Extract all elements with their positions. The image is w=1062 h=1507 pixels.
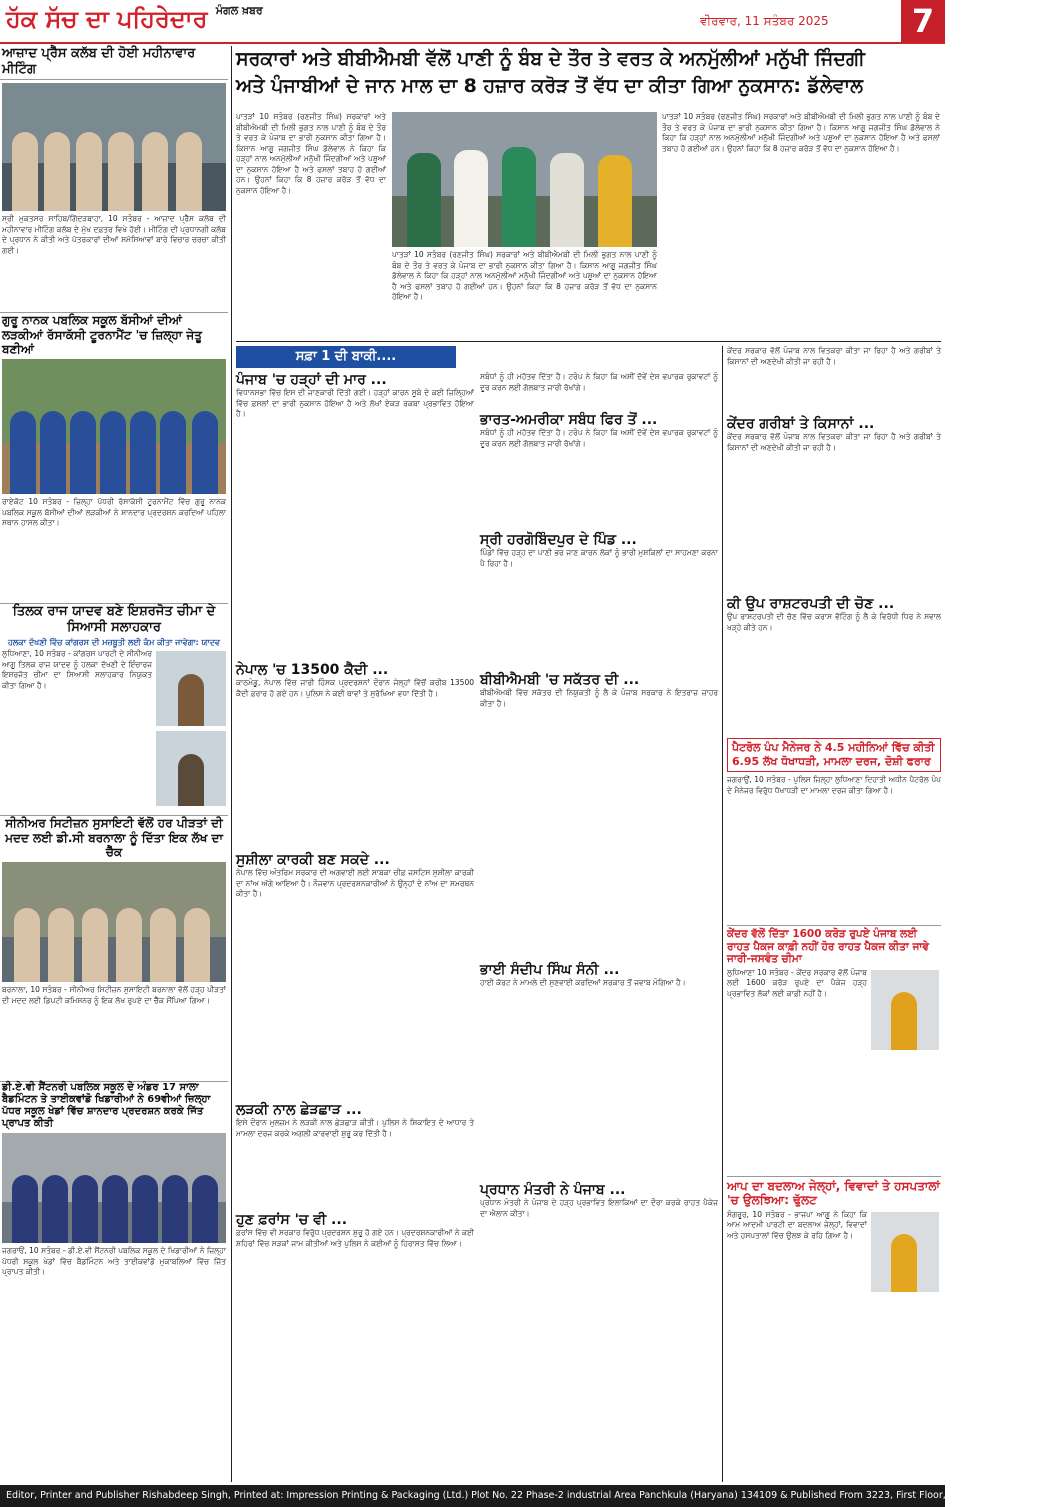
- rc-story1-headline: ਪੈਟਰੋਲ ਪੰਪ ਮੈਨੇਜਰ ਨੇ 4.5 ਮਹੀਨਿਆਂ ਵਿੱਚ ਕੀਤੀ 6.95 ਲੱਖ ਧੋਖਾਧੜੀ, ਮਾਮਲਾ ਦਰਜ, ਦੋਸ਼ੀ ਫਰਾਰ: [727, 738, 941, 772]
- cr-sec2-body: ਪਿੰਡਾਂ ਵਿੱਚ ਹੜ੍ਹ ਦਾ ਪਾਣੀ ਭਰ ਜਾਣ ਕਾਰਨ ਲੋਕਾਂ ਨੂੰ ਭਾਰੀ ਮੁਸ਼ਕਿਲਾਂ ਦਾ ਸਾਹਮਣਾ ਕਰਨਾ ਪੈ ਰਿਹਾ ਹੈ।: [480, 548, 718, 568]
- story5-body: ਜਗਰਾਓਂ, 10 ਸਤੰਬਰ - ਡੀ.ਏ.ਵੀ ਸੈਂਟਨਰੀ ਪਬਲਿਕ ਸਕੂਲ ਦੇ ਖਿਡਾਰੀਆਂ ਨੇ ਜ਼ਿਲ੍ਹਾ ਪੱਧਰੀ ਸਕੂਲ ਖੇਡਾਂ ਵਿੱਚ ਬੈਡਮਿੰਟਨ ਅਤੇ ਤਾਈਕਵਾਂਡੋ ਮੁਕਾਬਲਿਆਂ ਵਿੱਚ ਜਿੱਤ ਪ੍ਰਾਪਤ ਕੀਤੀ।: [2, 1246, 226, 1277]
- mid-sec3-title: ਸੁਸ਼ੀਲਾ ਕਾਰਕੀ ਬਣ ਸਕਦੇ ...: [236, 852, 390, 868]
- page-number: 7: [901, 0, 945, 42]
- cr-sec4-body: ਹਾਈ ਕੋਰਟ ਨੇ ਮਾਮਲੇ ਦੀ ਸੁਣਵਾਈ ਕਰਦਿਆਂ ਸਰਕਾਰ ਤੋਂ ਜਵਾਬ ਮੰਗਿਆ ਹੈ।: [480, 978, 686, 987]
- lead-body-cont-right: ਪਾਤੜਾਂ 10 ਸਤੰਬਰ (ਰਣਜੀਤ ਸਿੰਘ) ਸਰਕਾਰਾਂ ਅਤੇ ਬੀਬੀਐਮਬੀ ਦੀ ਮਿਲੀ ਭੁਗਤ ਨਾਲ ਪਾਣੀ ਨੂੰ ਬੰਬ ਦੇ ਤੌਰ ਤੇ ਵਰਤ ਕੇ ਪੰਜਾਬ ਦਾ ਭਾਰੀ ਨੁਕਸਾਨ ਕੀਤਾ ਗਿਆ ਹੈ। ਕਿਸਾਨ ਆਗੂ ਜਗਜੀਤ ਸਿੰਘ ਡੱਲੇਵਾਲ ਨੇ ਕਿਹਾ ਕਿ ਹੜ੍ਹਾਂ ਨਾਲ ਅਨਮੁੱਲੀਆਂ ਮਨੁੱਖੀ ਜਿੰਦਗੀਆਂ ਅਤੇ ਪਸ਼ੂਆਂ ਦਾ ਨੁਕਸਾਨ ਹੋਇਆ ਹੈ ਅਤੇ ਫਸਲਾਂ ਤਬਾਹ ਹੋ ਗਈਆਂ ਹਨ। ਉਹਨਾਂ ਕਿਹਾ ਕਿ 8 ਹਜ਼ਾਰ ਕਰੋੜ ਤੋਂ ਵੱਧ ਦਾ ਨੁਕਸਾਨ ਹੋਇਆ ਹੈ।: [662, 112, 940, 153]
- lead-photo-farmers: [392, 112, 657, 247]
- story3-block: [0, 649, 228, 809]
- mid-sec2-body: ਕਾਠਮੰਡੂ, ਨੇਪਾਲ ਵਿੱਚ ਜਾਰੀ ਹਿੰਸਕ ਪ੍ਰਦਰਸ਼ਨਾਂ ਦੌਰਾਨ ਜੇਲ੍ਹਾਂ ਵਿੱਚੋਂ ਕਰੀਬ 13500 ਕੈਦੀ ਫ਼ਰਾਰ ਹੋ ਗਏ ਹਨ। ਪੁਲਿਸ ਨੇ ਕਈ ਥਾਵਾਂ ਤੇ ਸੁਰੱਖਿਆ ਵਧਾ ਦਿੱਤੀ ਹੈ।: [236, 678, 474, 698]
- story1-body: ਸ੍ਰੀ ਮੁਕਤਸਰ ਸਾਹਿਬ/ਗਿੱਦੜਬਾਹਾ, 10 ਸਤੰਬਰ - ਆਜ਼ਾਦ ਪ੍ਰੈੱਸ ਕਲੱਬ ਦੀ ਮਹੀਨਾਵਾਰ ਮੀਟਿੰਗ ਕਲੱਬ ਦੇ ਮੁੱਖ ਦਫ਼ਤਰ ਵਿਖੇ ਹੋਈ। ਮੀਟਿੰਗ ਦੀ ਪ੍ਰਧਾਨਗੀ ਕਲੱਬ ਦੇ ਪ੍ਰਧਾਨ ਨੇ ਕੀਤੀ ਅਤੇ ਪੱਤਰਕਾਰਾਂ ਦੀਆਂ ਸਮੱਸਿਆਵਾਂ ਬਾਰੇ ਵਿਚਾਰ ਚਰਚਾ ਕੀਤੀ ਗਈ।: [2, 214, 226, 255]
- column-divider: [231, 46, 232, 1482]
- brand-sub: ਮੰਗਲ ਖ਼ਬਰ: [215, 4, 263, 17]
- rc-story2-headline: ਕੇਂਦਰ ਵੱਲੋਂ ਦਿੱਤਾ 1600 ਕਰੋੜ ਰੁਪਏ ਪੰਜਾਬ ਲਈ ਰਾਹਤ ਪੈਕਜ ਕਾਫ਼ੀ ਨਹੀਂ ਹੋਰ ਰਾਹਤ ਪੈਕਜ ਕੀਤਾ ਜਾਵੇ ਜਾਰੀ-ਜਸਵੰਤ ਚੀਮਾ: [727, 925, 941, 966]
- middle-column: [236, 372, 474, 1482]
- portrait-photo-chima: [871, 970, 939, 1050]
- right-column: [727, 346, 941, 1482]
- story5-headline: ਡੀ.ਏ.ਵੀ ਸੈਂਟਨਰੀ ਪਬਲਿਕ ਸਕੂਲ ਦੇ ਅੰਡਰ 17 ਸਾਲਾ ਬੈਡਮਿੰਟਨ ਤੇ ਤਾਈਕਵਾਂਡੋ ਖਿਡਾਰੀਆਂ ਨੇ 69ਵੀਆਂ ਜ਼ਿਲ੍ਹਾ ਪੱਧਰ ਸਕੂਲ ਖੇਡਾਂ ਵਿੱਚ ਸ਼ਾਨਦਾਰ ਪ੍ਰਦਰਸ਼ਨ ਕਰਕੇ ਜਿੱਤ ਪ੍ਰਾਪਤ ਕੀਤੀ: [0, 1081, 228, 1130]
- rc-sec1-title: ਕੇਂਦਰ ਗਰੀਬਾਂ ਤੇ ਕਿਸਾਨਾਂ ...: [727, 416, 875, 432]
- cr-sec2-title: ਸ੍ਰੀ ਹਰਗੋਬਿੰਦਪੁਰ ਦੇ ਪਿੰਡ ...: [480, 532, 637, 548]
- rc-story2-body: ਲੁਧਿਆਣਾ 10 ਸਤੰਬਰ - ਕੇਂਦਰ ਸਰਕਾਰ ਵੱਲੋਂ ਪੰਜਾਬ ਲਈ 1600 ਕਰੋੜ ਰੁਪਏ ਦਾ ਪੈਕੇਜ ਹੜ੍ਹ ਪ੍ਰਭਾਵਿਤ ਲੋਕਾਂ ਲਈ ਕਾਫ਼ੀ ਨਹੀਂ ਹੈ।: [727, 967, 867, 998]
- tug-of-war-team-photo: [2, 359, 226, 494]
- mid-sec4-body: ਇਸੇ ਦੌਰਾਨ ਮੁਲਜ਼ਮ ਨੇ ਲੜਕੀ ਨਾਲ ਛੇੜਛਾੜ ਕੀਤੀ। ਪੁਲਿਸ ਨੇ ਸ਼ਿਕਾਇਤ ਦੇ ਆਧਾਰ ਤੇ ਮਾਮਲਾ ਦਰਜ ਕਰਕੇ ਅਗਲੀ ਕਾਰਵਾਈ ਸ਼ੁਰੂ ਕਰ ਦਿੱਤੀ ਹੈ।: [236, 1118, 474, 1138]
- column-divider-right: [722, 346, 723, 1482]
- lead-headline-block: [236, 48, 941, 108]
- cr-sec3-title: ਬੀਬੀਐਮਬੀ 'ਚ ਸਕੱਤਰ ਦੀ ...: [480, 672, 640, 688]
- mid-sec1-body: ਵਿਧਾਨਸਭਾ ਵਿੱਚ ਇਸ ਦੀ ਜਾਣਕਾਰੀ ਦਿੱਤੀ ਗਈ। ਹੜ੍ਹਾਂ ਕਾਰਨ ਸੂਬੇ ਦੇ ਕਈ ਜ਼ਿਲ੍ਹਿਆਂ ਵਿੱਚ ਫ਼ਸਲਾਂ ਦਾ ਭਾਰੀ ਨੁਕਸਾਨ ਹੋਇਆ ਹੈ ਅਤੇ ਲੱਖਾਂ ਏਕੜ ਰਕਬਾ ਪ੍ਰਭਾਵਿਤ ਹੋਇਆ ਹੈ।: [236, 388, 474, 418]
- brand-name: ਹੱਕ ਸੱਚ ਦਾ ਪਹਿਰੇਦਾਰ: [6, 4, 208, 33]
- rc-sec2-body: ਉਪ ਰਾਸ਼ਟਰਪਤੀ ਦੀ ਚੋਣ ਵਿੱਚ ਕਰਾਸ ਵੋਟਿੰਗ ਨੂੰ ਲੈ ਕੇ ਵਿਰੋਧੀ ਧਿਰ ਨੇ ਸਵਾਲ ਖੜ੍ਹੇ ਕੀਤੇ ਹਨ।: [727, 612, 941, 632]
- section-rule: [236, 341, 941, 342]
- issue-date: ਵੀਰਵਾਰ, 11 ਸਤੰਬਰ 2025: [700, 14, 829, 28]
- story3-kicker: ਹਲਕਾ ਦੱਖਣੀ ਵਿੱਚ ਕਾਂਗਰਸ ਦੀ ਮਜ਼ਬੂਤੀ ਲਈ ਕੰਮ ਕੀਤਾ ਜਾਵੇਗਾ: ਯਾਦਵ: [7, 637, 221, 647]
- cr-sec5-title: ਪ੍ਰਧਾਨ ਮੰਤਰੀ ਨੇ ਪੰਜਾਬ ...: [480, 1182, 626, 1198]
- cr-sec5-body: ਪ੍ਰਧਾਨ ਮੰਤਰੀ ਨੇ ਪੰਜਾਬ ਦੇ ਹੜ੍ਹ ਪ੍ਰਭਾਵਿਤ ਇਲਾਕਿਆਂ ਦਾ ਦੌਰਾ ਕਰਕੇ ਰਾਹਤ ਪੈਕੇਜ ਦਾ ਐਲਾਨ ਕੀਤਾ।: [480, 1198, 718, 1218]
- rc-sec1-body: ਕੇਂਦਰ ਸਰਕਾਰ ਵੱਲੋਂ ਪੰਜਾਬ ਨਾਲ ਵਿਤਕਰਾ ਕੀਤਾ ਜਾ ਰਿਹਾ ਹੈ ਅਤੇ ਗਰੀਬਾਂ ਤੇ ਕਿਸਾਨਾਂ ਦੀ ਅਣਦੇਖੀ ਕੀਤੀ ਜਾ ਰਹੀ ਹੈ।: [727, 432, 941, 452]
- cr-sec1-body: ਸਬੰਧਾਂ ਨੂੰ ਹੀ ਮਹੱਤਵ ਦਿੱਤਾ ਹੈ। ਟਰੰਪ ਨੇ ਕਿਹਾ ਕਿ ਅਸੀਂ ਦੋਵੇਂ ਦੇਸ਼ ਵਪਾਰਕ ਰੁਕਾਵਟਾਂ ਨੂੰ ਦੂਰ ਕਰਨ ਲਈ ਗੱਲਬਾਤ ਜਾਰੀ ਰੱਖਾਂਗੇ।: [480, 428, 718, 448]
- rc-cont: ਕੇਂਦਰ ਸਰਕਾਰ ਵੱਲੋਂ ਪੰਜਾਬ ਨਾਲ ਵਿਤਕਰਾ ਕੀਤਾ ਜਾ ਰਿਹਾ ਹੈ ਅਤੇ ਗਰੀਬਾਂ ਤੇ ਕਿਸਾਨਾਂ ਦੀ ਅਣਦੇਖੀ ਕੀਤੀ ਜਾ ਰਹੀ ਹੈ।: [727, 346, 941, 366]
- portrait-photo-1: [156, 651, 226, 726]
- portrait-photo-2: [156, 731, 226, 806]
- rc-story2-block: [727, 966, 941, 1176]
- center-right-column: [480, 372, 718, 1482]
- lead-body-right: [662, 112, 940, 340]
- mid-sec5-title: ਹੁਣ ਫ਼ਰਾਂਸ 'ਚ ਵੀ ...: [236, 1212, 348, 1228]
- rc-sec2-title: ਕੀ ਉਪ ਰਾਸ਼ਟਰਪਤੀ ਦੀ ਚੋਣ ...: [727, 596, 895, 612]
- left-column: [0, 46, 228, 1482]
- masthead: [0, 0, 945, 44]
- rc-story3-block: [727, 1208, 941, 1428]
- lead-headline-line1: ਸਰਕਾਰਾਂ ਅਤੇ ਬੀਬੀਐਮਬੀ ਵੱਲੋਂ ਪਾਣੀ ਨੂੰ ਬੰਬ ਦੇ ਤੌਰ ਤੇ ਵਰਤ ਕੇ ਅਨਮੁੱਲੀਆਂ ਮਨੁੱਖੀ ਜਿੰਦਗੀ: [236, 48, 865, 70]
- cr-sec1-title: ਭਾਰਤ-ਅਮਰੀਕਾ ਸਬੰਧ ਫਿਰ ਤੋਂ ...: [480, 412, 658, 428]
- rc-story1-body: ਜਗਰਾਉਂ, 10 ਸਤੰਬਰ - ਪੁਲਿਸ ਜ਼ਿਲ੍ਹਾ ਲੁਧਿਆਣਾ ਦਿਹਾਤੀ ਅਧੀਨ ਪੈਟਰੋਲ ਪੰਪ ਦੇ ਮੈਨੇਜਰ ਵਿਰੁੱਧ ਧੋਖਾਧੜੀ ਦਾ ਮਾਮਲਾ ਦਰਜ ਕੀਤਾ ਗਿਆ ਹੈ।: [727, 775, 941, 795]
- story4-headline: ਸੀਨੀਅਰ ਸਿਟੀਜ਼ਨ ਸੁਸਾਇਟੀ ਵੱਲੋਂ ਹਰ ਪੀੜਤਾਂ ਦੀ ਮਦਦ ਲਈ ਡੀ.ਸੀ ਬਰਨਾਲਾ ਨੂੰ ਦਿੱਤਾ ਇਕ ਲੱਖ ਦਾ ਚੈੱਕ: [0, 815, 228, 859]
- rc-story3-headline: ਆਪ ਦਾ ਬਦਲਾਅ ਜੇਲ੍ਹਾਂ, ਵਿਵਾਦਾਂ ਤੇ ਹਸਪਤਾਲਾਂ 'ਚ ਉਲਝਿਆ: ਢੁੱਲਟ: [727, 1176, 941, 1208]
- school-players-photo: [2, 1133, 226, 1243]
- cr-sec3-body: ਬੀਬੀਐਮਬੀ ਵਿੱਚ ਸਕੱਤਰ ਦੀ ਨਿਯੁਕਤੀ ਨੂੰ ਲੈ ਕੇ ਪੰਜਾਬ ਸਰਕਾਰ ਨੇ ਇਤਰਾਜ਼ ਜ਼ਾਹਰ ਕੀਤਾ ਹੈ।: [480, 688, 718, 708]
- mid-sec1-title: ਪੰਜਾਬ 'ਚ ਹੜ੍ਹਾਂ ਦੀ ਮਾਰ ...: [236, 372, 387, 388]
- imprint-footer: Editor, Printer and Publisher Rishabdeep Singh, Printed at: Impression Printing & Packaging (Ltd.) Plot No. 22 Phase-2 industrial Area Panchkula (Haryana) 134109 & Published From 3223, First Floor, Sector-35D, Chandigarh: [0, 1485, 945, 1507]
- rc-story3-body: ਸੰਗਰੂਰ, 10 ਸਤੰਬਰ - ਭਾਜਪਾ ਆਗੂ ਨੇ ਕਿਹਾ ਕਿ ਆਮ ਆਦਮੀ ਪਾਰਟੀ ਦਾ ਬਦਲਾਅ ਜੇਲ੍ਹਾਂ, ਵਿਵਾਦਾਂ ਅਤੇ ਹਸਪਤਾਲਾਂ ਵਿੱਚ ਉਲਝ ਕੇ ਰਹਿ ਗਿਆ ਹੈ।: [727, 1209, 867, 1240]
- newspaper-logo: [6, 4, 263, 33]
- story2-headline: ਗੁਰੂ ਨਾਨਕ ਪਬਲਿਕ ਸਕੂਲ ਬੱਸੀਆਂ ਦੀਆਂ ਲੜਕੀਆਂ ਰੱਸਾਕੱਸੀ ਟੂਰਨਾਮੈਂਟ 'ਚ ਜ਼ਿਲ੍ਹਾ ਜੇਤੂ ਬਣੀਆਂ: [0, 312, 228, 356]
- story1-headline: ਆਜ਼ਾਦ ਪ੍ਰੈੱਸ ਕਲੱਬ ਦੀ ਹੋਈ ਮਹੀਨਾਵਾਰ ਮੀਟਿੰਗ: [0, 46, 228, 80]
- story3-body: ਲੁਧਿਆਣਾ, 10 ਸਤੰਬਰ - ਕਾਂਗਰਸ ਪਾਰਟੀ ਦੇ ਸੀਨੀਅਰ ਆਗੂ ਤਿਲਕ ਰਾਜ ਯਾਦਵ ਨੂੰ ਹਲਕਾ ਦੱਖਣੀ ਦੇ ਇੰਚਾਰਜ ਇਸ਼ਰਜੋਤ ਚੀਮਾ ਦਾ ਸਿਆਸੀ ਸਲਾਹਕਾਰ ਨਿਯੁਕਤ ਕੀਤਾ ਗਿਆ ਹੈ।: [2, 649, 152, 690]
- story2-body: ਰਾਏਕੋਟ 10 ਸਤੰਬਰ - ਜ਼ਿਲ੍ਹਾ ਪੱਧਰੀ ਰੱਸਾਕੱਸੀ ਟੂਰਨਾਮੈਂਟ ਵਿੱਚ ਗੁਰੂ ਨਾਨਕ ਪਬਲਿਕ ਸਕੂਲ ਬੱਸੀਆਂ ਦੀਆਂ ਲੜਕੀਆਂ ਨੇ ਸ਼ਾਨਦਾਰ ਪ੍ਰਦਰਸ਼ਨ ਕਰਦਿਆਂ ਪਹਿਲਾ ਸਥਾਨ ਹਾਸਲ ਕੀਤਾ।: [2, 497, 226, 528]
- press-club-photo: [2, 83, 226, 211]
- cheque-handover-photo: [2, 862, 226, 982]
- cr-lead-cont: ਸਬੰਧਾਂ ਨੂੰ ਹੀ ਮਹੱਤਵ ਦਿੱਤਾ ਹੈ। ਟਰੰਪ ਨੇ ਕਿਹਾ ਕਿ ਅਸੀਂ ਦੋਵੇਂ ਦੇਸ਼ ਵਪਾਰਕ ਰੁਕਾਵਟਾਂ ਨੂੰ ਦੂਰ ਕਰਨ ਲਈ ਗੱਲਬਾਤ ਜਾਰੀ ਰੱਖਾਂਗੇ।: [480, 372, 718, 392]
- mid-sec2-title: ਨੇਪਾਲ 'ਚ 13500 ਕੈਦੀ ...: [236, 662, 389, 678]
- lead-body-under-photo: [392, 250, 657, 340]
- story3-headline: ਤਿਲਕ ਰਾਜ ਯਾਦਵ ਬਣੇ ਇਸ਼ਰਜੋਤ ਚੀਮਾ ਦੇ ਸਿਆਸੀ ਸਲਾਹਕਾਰ: [0, 603, 228, 635]
- story4-body: ਬਰਨਾਲਾ, 10 ਸਤੰਬਰ - ਸੀਨੀਅਰ ਸਿਟੀਜ਼ਨ ਸੁਸਾਇਟੀ ਬਰਨਾਲਾ ਵੱਲੋਂ ਹੜ੍ਹ ਪੀੜਤਾਂ ਦੀ ਮਦਦ ਲਈ ਡਿਪਟੀ ਕਮਿਸ਼ਨਰ ਨੂੰ ਇਕ ਲੱਖ ਰੁਪਏ ਦਾ ਚੈੱਕ ਸੌਂਪਿਆ ਗਿਆ।: [2, 985, 226, 1005]
- mid-sec5-body: ਫ਼ਰਾਂਸ ਵਿੱਚ ਵੀ ਸਰਕਾਰ ਵਿਰੁੱਧ ਪ੍ਰਦਰਸ਼ਨ ਸ਼ੁਰੂ ਹੋ ਗਏ ਹਨ। ਪ੍ਰਦਰਸ਼ਨਕਾਰੀਆਂ ਨੇ ਕਈ ਸ਼ਹਿਰਾਂ ਵਿੱਚ ਸੜਕਾਂ ਜਾਮ ਕੀਤੀਆਂ ਅਤੇ ਪੁਲਿਸ ਨੇ ਕਈਆਂ ਨੂੰ ਹਿਰਾਸਤ ਵਿੱਚ ਲਿਆ।: [236, 1228, 474, 1248]
- lead-body-cont: ਪਾਤੜਾਂ 10 ਸਤੰਬਰ (ਰਣਜੀਤ ਸਿੰਘ) ਸਰਕਾਰਾਂ ਅਤੇ ਬੀਬੀਐਮਬੀ ਦੀ ਮਿਲੀ ਭੁਗਤ ਨਾਲ ਪਾਣੀ ਨੂੰ ਬੰਬ ਦੇ ਤੌਰ ਤੇ ਵਰਤ ਕੇ ਪੰਜਾਬ ਦਾ ਭਾਰੀ ਨੁਕਸਾਨ ਕੀਤਾ ਗਿਆ ਹੈ। ਕਿਸਾਨ ਆਗੂ ਜਗਜੀਤ ਸਿੰਘ ਡੱਲੇਵਾਲ ਨੇ ਕਿਹਾ ਕਿ ਹੜ੍ਹਾਂ ਨਾਲ ਅਨਮੁੱਲੀਆਂ ਮਨੁੱਖੀ ਜਿੰਦਗੀਆਂ ਅਤੇ ਪਸ਼ੂਆਂ ਦਾ ਨੁਕਸਾਨ ਹੋਇਆ ਹੈ ਅਤੇ ਫਸਲਾਂ ਤਬਾਹ ਹੋ ਗਈਆਂ ਹਨ। ਉਹਨਾਂ ਕਿਹਾ ਕਿ 8 ਹਜ਼ਾਰ ਕਰੋੜ ਤੋਂ ਵੱਧ ਦਾ ਨੁਕਸਾਨ ਹੋਇਆ ਹੈ।: [392, 250, 657, 301]
- lead-headline-line2: ਅਤੇ ਪੰਜਾਬੀਆਂ ਦੇ ਜਾਨ ਮਾਲ ਦਾ 8 ਹਜ਼ਾਰ ਕਰੋੜ ਤੋਂ ਵੱਧ ਦਾ ਕੀਤਾ ਗਿਆ ਨੁਕਸਾਨ: ਡੱਲੇਵਾਲ: [236, 74, 863, 97]
- lead-body: ਪਾਤੜਾਂ 10 ਸਤੰਬਰ (ਰਣਜੀਤ ਸਿੰਘ) ਸਰਕਾਰਾਂ ਅਤੇ ਬੀਬੀਐਮਬੀ ਦੀ ਮਿਲੀ ਭੁਗਤ ਨਾਲ ਪਾਣੀ ਨੂੰ ਬੰਬ ਦੇ ਤੌਰ ਤੇ ਵਰਤ ਕੇ ਪੰਜਾਬ ਦਾ ਭਾਰੀ ਨੁਕਸਾਨ ਕੀਤਾ ਗਿਆ ਹੈ। ਕਿਸਾਨ ਆਗੂ ਜਗਜੀਤ ਸਿੰਘ ਡੱਲੇਵਾਲ ਨੇ ਕਿਹਾ ਕਿ ਹੜ੍ਹਾਂ ਨਾਲ ਅਨਮੁੱਲੀਆਂ ਮਨੁੱਖੀ ਜਿੰਦਗੀਆਂ ਅਤੇ ਪਸ਼ੂਆਂ ਦਾ ਨੁਕਸਾਨ ਹੋਇਆ ਹੈ ਅਤੇ ਫਸਲਾਂ ਤਬਾਹ ਹੋ ਗਈਆਂ ਹਨ। ਉਹਨਾਂ ਕਿਹਾ ਕਿ 8 ਹਜ਼ਾਰ ਕਰੋੜ ਤੋਂ ਵੱਧ ਦਾ ਨੁਕਸਾਨ ਹੋਇਆ ਹੈ।: [236, 112, 386, 195]
- cr-sec4-title: ਭਾਈ ਸੰਦੀਪ ਸਿੰਘ ਸੰਨੀ ...: [480, 962, 620, 978]
- mid-sec3-body: ਨੇਪਾਲ ਵਿੱਚ ਅੰਤਰਿਮ ਸਰਕਾਰ ਦੀ ਅਗਵਾਈ ਲਈ ਸਾਬਕਾ ਚੀਫ਼ ਜਸਟਿਸ ਸੁਸ਼ੀਲਾ ਕਾਰਕੀ ਦਾ ਨਾਂਅ ਅੱਗੇ ਆਇਆ ਹੈ। ਨੌਜਵਾਨ ਪ੍ਰਦਰਸ਼ਨਕਾਰੀਆਂ ਨੇ ਉਨ੍ਹਾਂ ਦੇ ਨਾਂਅ ਦਾ ਸਮਰਥਨ ਕੀਤਾ ਹੈ।: [236, 868, 474, 898]
- mid-sec4-title: ਲੜਕੀ ਨਾਲ ਛੇੜਛਾੜ ...: [236, 1102, 362, 1118]
- continued-banner: ਸਫ਼ਾ 1 ਦੀ ਬਾਕੀ....: [236, 346, 456, 368]
- portrait-photo-dhullat: [871, 1212, 939, 1292]
- lead-body-left: [236, 112, 386, 337]
